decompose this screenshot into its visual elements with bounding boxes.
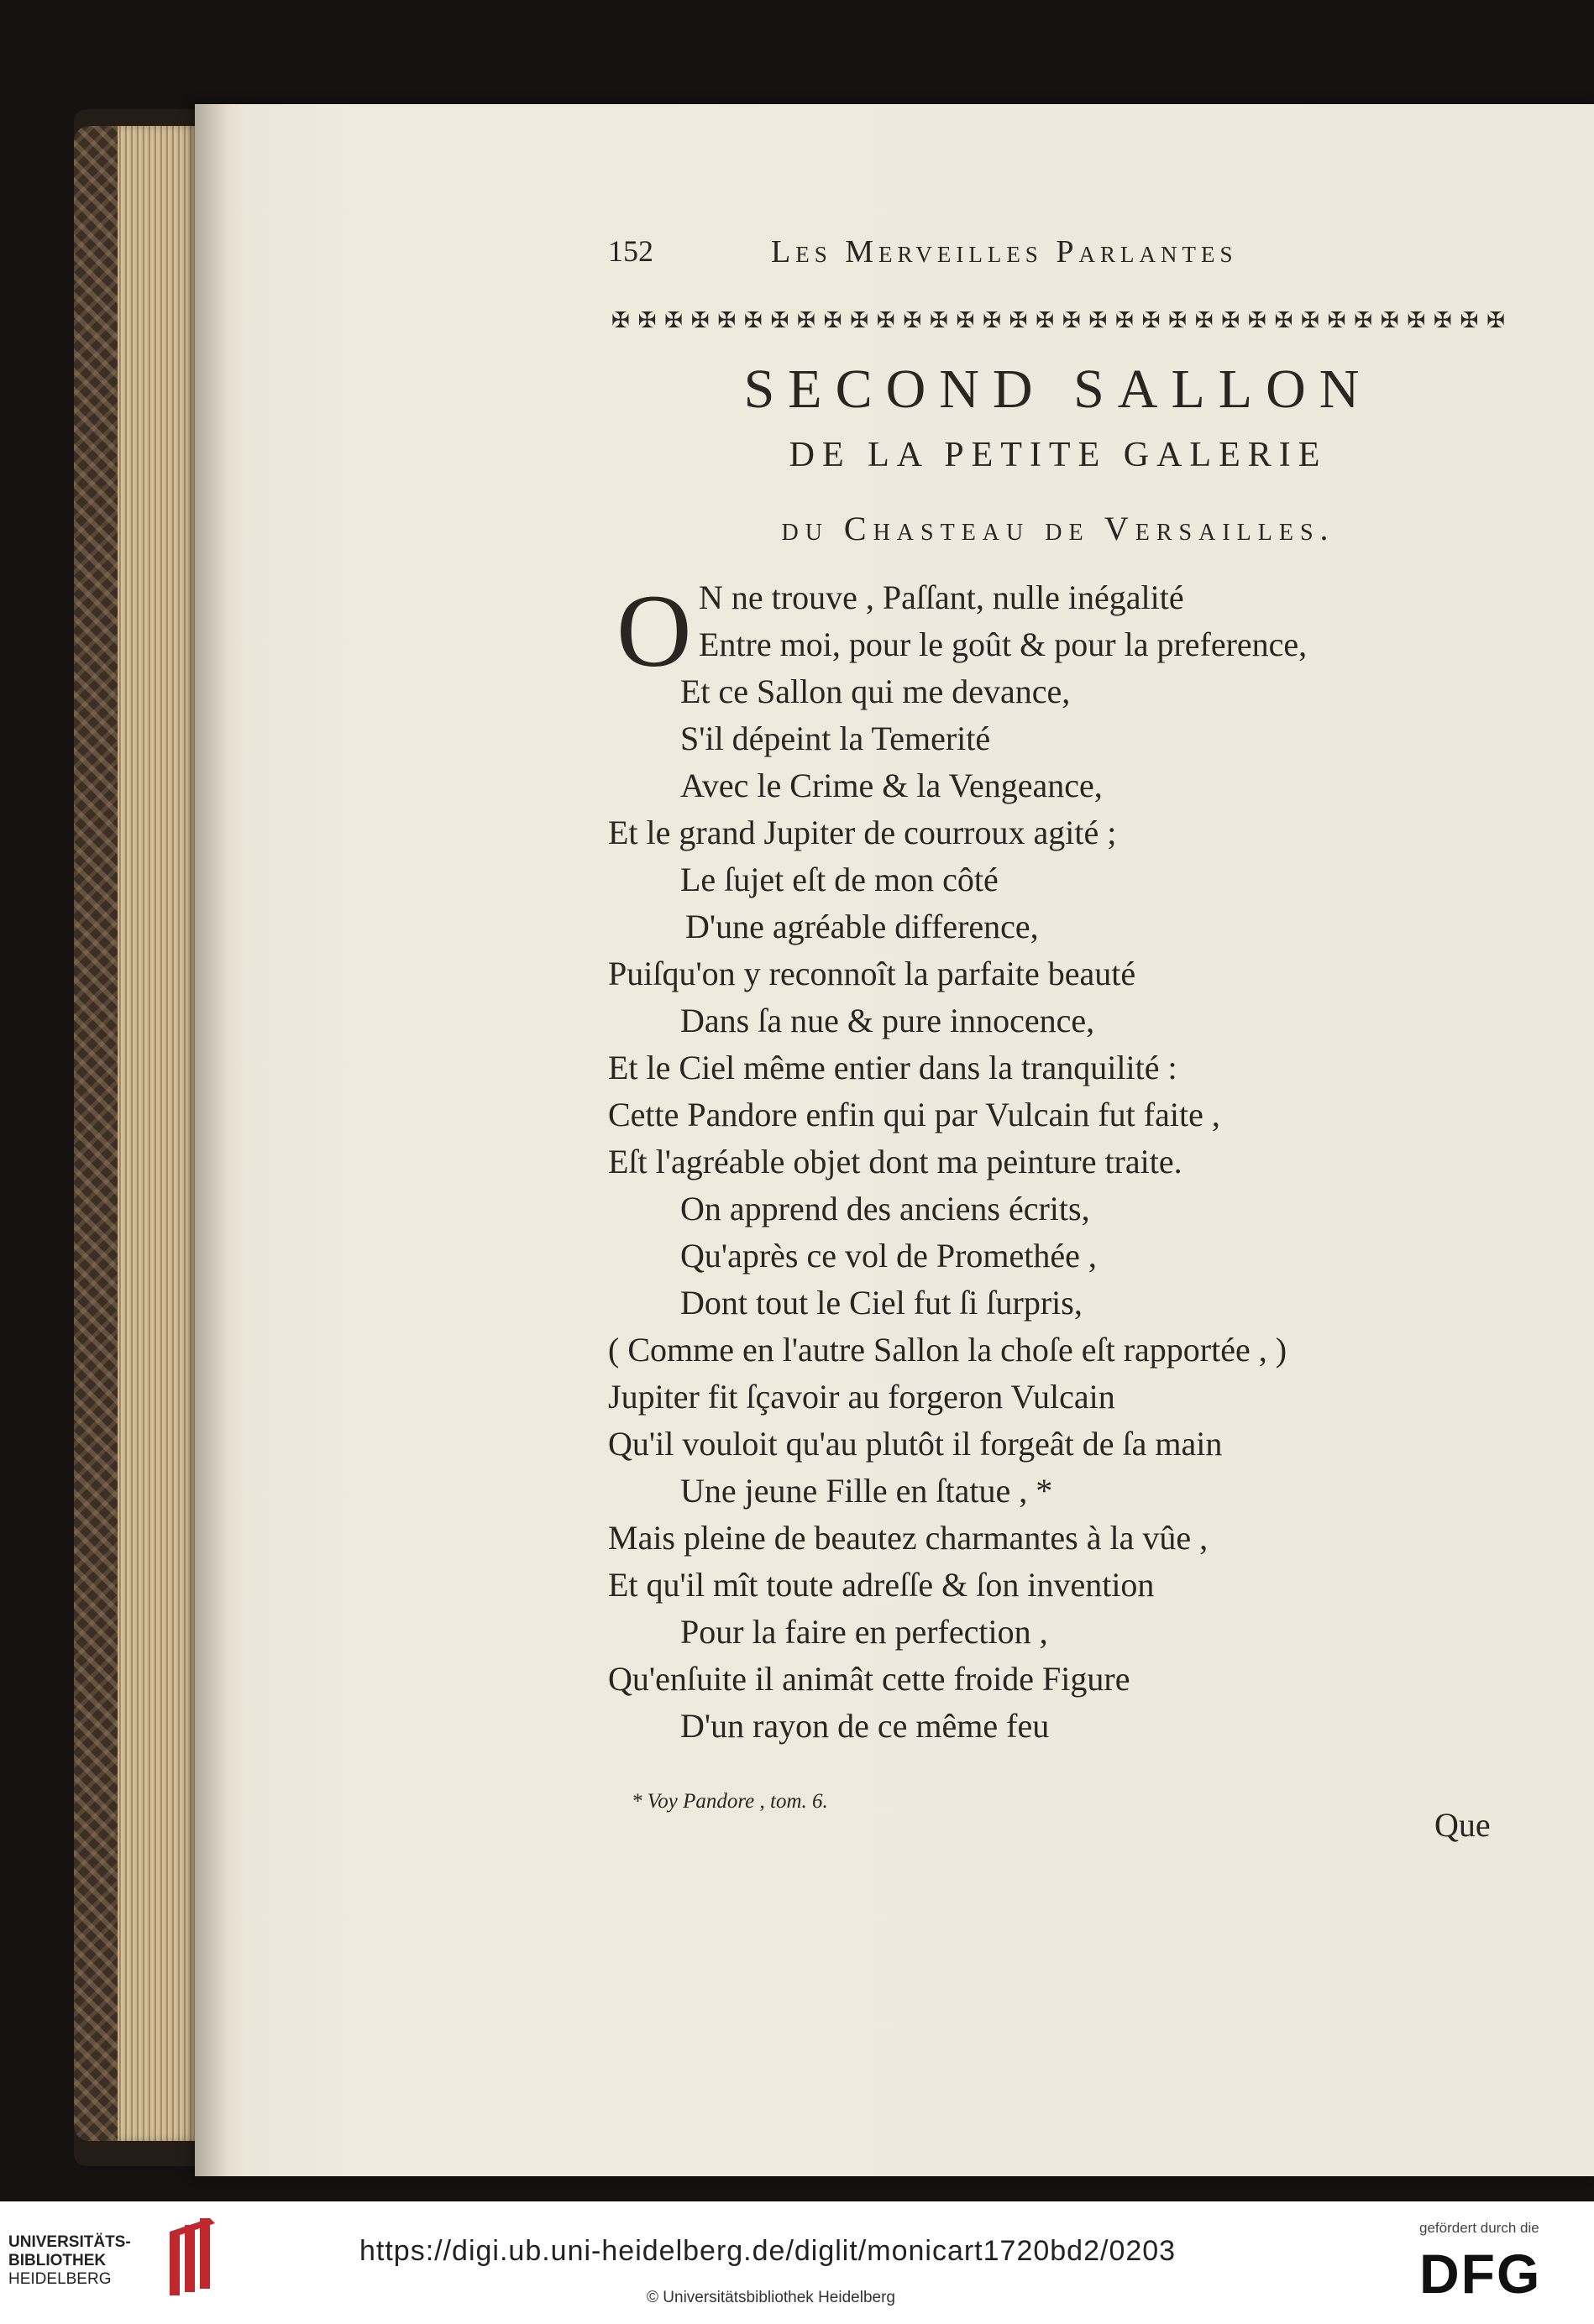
- poem-line: Le ſujet eſt de mon côté: [680, 861, 999, 898]
- ornament-glyph-icon: ✠: [1114, 308, 1134, 333]
- ornament-glyph-icon: ✠: [1301, 308, 1319, 333]
- poem-line: Et le grand Jupiter de courroux agité ;: [608, 814, 1117, 851]
- ornament-glyph-icon: ✠: [1433, 308, 1452, 333]
- ornament-glyph-icon: ✠: [1380, 308, 1399, 333]
- permalink-url[interactable]: https://digi.ub.uni-heidelberg.de/diglit/monicart1720bd2/0203: [359, 2235, 1177, 2267]
- poem-line: Qu'enſuite il animât cette froide Figure: [608, 1660, 1130, 1698]
- poem-line: Entre moi, pour le goût & pour la preference,: [699, 625, 1308, 663]
- ornament-glyph-icon: ✠: [1062, 308, 1081, 333]
- ornament-glyph-icon: ✠: [903, 308, 922, 333]
- ornament-glyph-icon: ✠: [1327, 308, 1346, 333]
- ornament-glyph-icon: ✠: [1274, 308, 1293, 333]
- running-head: [608, 233, 1361, 284]
- ornament-glyph-icon: ✠: [1088, 308, 1108, 333]
- binding-shadow: [195, 104, 228, 2176]
- ornament-glyph-icon: ✠: [1247, 308, 1266, 333]
- ornament-glyph-icon: ✠: [850, 308, 868, 333]
- ornament-glyph-icon: ✠: [956, 308, 975, 333]
- footnote: * Voy Pandore , tom. 6.: [632, 1790, 828, 1813]
- section-title: SECOND SALLON: [743, 359, 1373, 420]
- ornament-glyph-icon: ✠: [1168, 308, 1187, 333]
- institution-line: BIBLIOTHEK: [8, 2252, 107, 2269]
- ornament-glyph-icon: ✠: [797, 308, 815, 333]
- poem-line: Jupiter fit ſçavoir au forgeron Vulcain: [608, 1378, 1115, 1416]
- dfg-logo: DFG: [1419, 2243, 1542, 2305]
- poem-line: Dans ſa nue & pure innocence,: [680, 1002, 1095, 1039]
- page-number: 152: [608, 234, 653, 268]
- ornament-glyph-icon: ✠: [717, 308, 737, 333]
- ornament-glyph-icon: ✠: [1036, 308, 1055, 333]
- ornament-glyph-icon: ✠: [1141, 308, 1161, 333]
- viewer-footer: [0, 2201, 1594, 2324]
- poem-line: Et qu'il mît toute adreſſe & ſon invention: [608, 1566, 1155, 1604]
- poem-line: Eſt l'agréable objet dont ma peinture traite.: [608, 1143, 1182, 1180]
- poem-line: Et le Ciel même entier dans la tranquilité :: [608, 1049, 1177, 1086]
- section-subtitle-location: du Chasteau de Versailles.: [781, 510, 1335, 547]
- ornament-glyph-icon: ✠: [1009, 308, 1028, 333]
- ornament-glyph-icon: ✠: [637, 308, 657, 333]
- poem-line: Pour la faire en perfection ,: [680, 1613, 1048, 1651]
- drop-cap: O: [616, 573, 692, 688]
- ornament-glyph-icon: ✠: [929, 308, 948, 333]
- institution-name: [8, 2233, 156, 2289]
- ornament-glyph-icon: ✠: [611, 308, 630, 333]
- poem-line: Avec le Crime & la Vengeance,: [680, 767, 1103, 804]
- ornament-glyph-icon: ✠: [983, 308, 1001, 333]
- poem-line: Qu'il vouloit qu'au plutôt il forgeât de ſa main: [608, 1425, 1223, 1463]
- ornament-glyph-icon: ✠: [823, 308, 842, 333]
- copyright-notice: © Universitätsbibliothek Heidelberg: [647, 2289, 895, 2306]
- poem-line: Cette Pandore enfin qui par Vulcain fut faite ,: [608, 1096, 1220, 1133]
- poem-line: N ne trouve , Paſſant, nulle inégalité: [699, 578, 1184, 616]
- poem-line: Une jeune Fille en ſtatue , *: [680, 1472, 1053, 1510]
- ornament-glyph-icon: ✠: [876, 308, 895, 333]
- ornament-glyph-icon: ✠: [1407, 308, 1426, 333]
- poem-line: ( Comme en l'autre Sallon la choſe eſt rapportée , ): [608, 1331, 1287, 1369]
- library-logo-icon: [165, 2215, 222, 2299]
- ornament-glyph-icon: ✠: [690, 308, 710, 333]
- poem-line: Puiſqu'on y reconnoît la parfaite beauté: [608, 955, 1136, 992]
- ornament-glyph-icon: ✠: [1194, 308, 1214, 333]
- poem-line: Qu'après ce vol de Promethée ,: [680, 1237, 1097, 1275]
- poem-line: Dont tout le Ciel fut ſi ſurpris,: [680, 1284, 1083, 1322]
- ornament-band: [611, 304, 1505, 338]
- sponsor-label: gefördert durch die: [1419, 2220, 1539, 2236]
- ornament-glyph-icon: ✠: [1221, 308, 1240, 333]
- poem-line: Mais pleine de beautez charmantes à la vûe ,: [608, 1519, 1209, 1557]
- running-title: Les Merveilles Parlantes: [771, 234, 1238, 270]
- poem-line: On apprend des anciens écrits,: [680, 1190, 1090, 1227]
- page-edges: [118, 126, 198, 2141]
- poem-line: D'une agréable difference,: [685, 908, 1039, 945]
- catchword: Que: [1434, 1806, 1491, 1844]
- poem-line: D'un rayon de ce même feu: [680, 1707, 1050, 1745]
- ornament-glyph-icon: ✠: [1460, 308, 1479, 333]
- section-subtitle: DE LA PETITE GALERIE: [789, 436, 1328, 474]
- institution-line: UNIVERSITÄTS-: [8, 2233, 131, 2251]
- ornament-glyph-icon: ✠: [743, 308, 763, 333]
- ornament-glyph-icon: ✠: [664, 308, 683, 333]
- ornament-glyph-icon: ✠: [1354, 308, 1372, 333]
- poem-line: S'il dépeint la Temerité: [680, 720, 991, 757]
- institution-line: HEIDELBERG: [8, 2270, 112, 2288]
- ornament-glyph-icon: ✠: [1487, 308, 1505, 333]
- poem-line: Et ce Sallon qui me devance,: [680, 673, 1071, 710]
- ornament-glyph-icon: ✠: [770, 308, 789, 333]
